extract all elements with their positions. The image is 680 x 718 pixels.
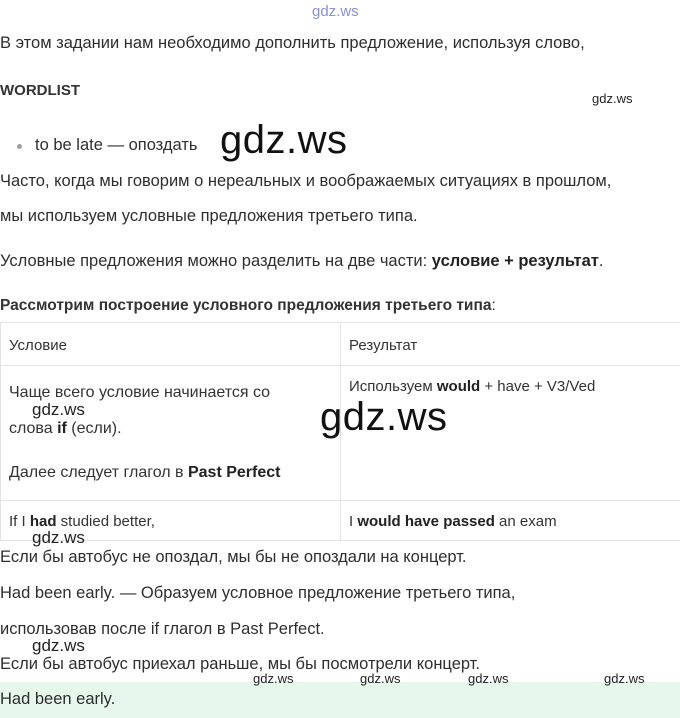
paragraph-line: мы используем условные предложения третьего типа. [0,207,418,225]
cell-bold: Past Perfect [187,464,281,481]
wordlist-dash: — [107,136,124,154]
cell-text: слова [9,420,58,437]
watermark-big: gdz.ws [220,118,348,162]
wordlist-translation: опоздать [128,136,198,154]
table-header-condition [1,323,341,366]
watermark-small: gdz.ws [253,671,294,686]
section-heading-text: Рассмотрим построение условного предложения третьего типа [0,297,492,314]
section-heading-colon: : [491,297,496,314]
watermark-big: gdz.ws [320,395,448,439]
cell-bold: had [29,513,57,530]
cell-text: studied better, [56,513,155,530]
paragraph-line: Часто, когда мы говорим о нереальных и воображаемых ситуациях в прошлом, [0,172,612,190]
cell-line: Чаще всего условие начинается со [9,384,271,401]
cell-text: I [349,513,358,530]
cell-text: an exam [494,513,557,530]
wordlist-heading: WORDLIST [0,82,80,99]
watermark-small: gdz.ws [604,671,645,686]
cell-text: If I [9,513,30,530]
cell-text: Далее следует глагол в [9,464,188,481]
parts-prefix: Условные предложения можно разделить на две части: [0,252,432,270]
answer-line: использовав после if глагол в Past Perfect. [0,620,325,638]
cell-text: + have + V3/Ved [480,378,596,395]
watermark-small: gdz.ws [32,636,85,655]
final-answer: Had been early. [0,690,116,708]
wordlist-item [35,136,197,155]
cell-line [9,462,332,484]
cell-bold: would [436,378,481,395]
watermark-top: gdz.ws [312,3,359,20]
table-row [1,501,680,541]
cell-line [9,418,332,440]
answer-line: Had been early. — Образуем условное предложение третьего типа, [0,584,516,602]
intro-text: В этом задании нам необходимо дополнить предложение, используя слово, [0,34,585,52]
watermark-small: gdz.ws [360,671,401,686]
answer-line: Если бы автобус не опоздал, мы бы не опоздали на концерт. [0,548,467,566]
cell-bold: would have passed [357,513,495,530]
cell-bold: if [57,420,67,437]
parts-bold: условие + результат [431,252,599,270]
wordlist-word: to be late [35,136,103,154]
header-text: Результат [349,337,418,354]
table-header-result [341,323,680,366]
parts-suffix: . [598,252,604,270]
table-cell-condition [1,366,341,501]
section-heading [0,297,496,315]
bullet-dot [17,144,22,149]
header-text: Условие [9,337,67,354]
watermark-small: gdz.ws [32,400,85,419]
cell-text: Используем [349,378,437,395]
watermark-small: gdz.ws [592,91,633,106]
watermark-small: gdz.ws [468,671,509,686]
table-cell-result [341,501,680,541]
cell-text: (если). [66,420,122,437]
paragraph-parts [0,252,603,271]
answer-line: Если бы автобус приехал раньше, мы бы посмотрели концерт. [0,655,480,673]
watermark-small: gdz.ws [32,528,85,547]
table-header-row [1,323,680,366]
